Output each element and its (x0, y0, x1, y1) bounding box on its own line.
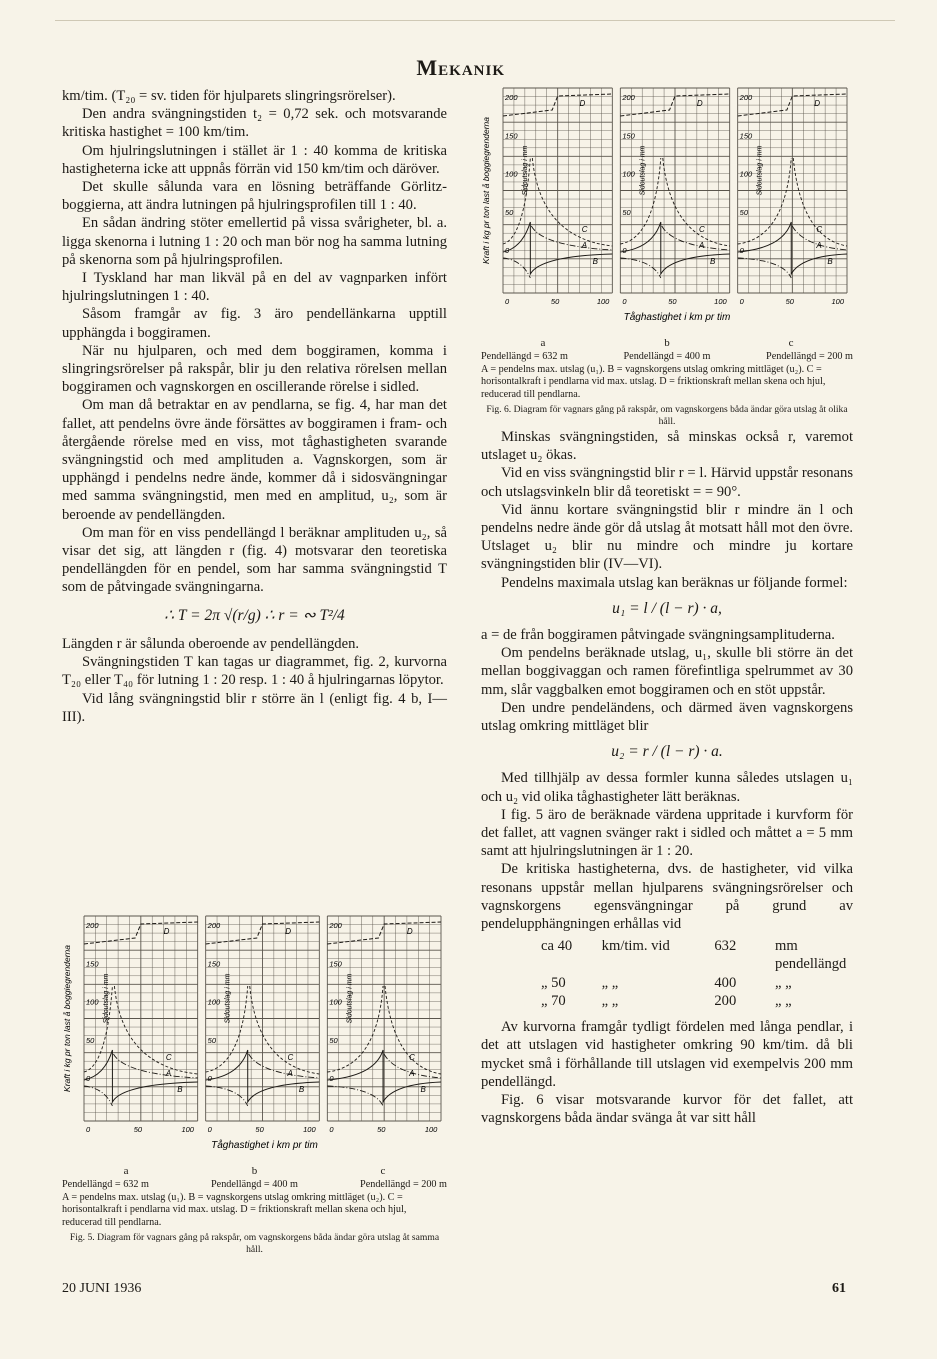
table-cell: „ „ (601, 974, 619, 991)
x-tick-label: 0 (739, 297, 744, 306)
table-row (541, 937, 853, 973)
x-tick-label: 50 (668, 297, 677, 306)
y-axis-label: Kraft i kg pr ton last å boggiegrenderna (62, 945, 72, 1092)
table-row (541, 992, 853, 1010)
curve-letter: B (420, 1085, 426, 1094)
caption-length: Pendellängd = 200 m (766, 351, 853, 362)
critical-speed-table (541, 937, 853, 1010)
paragraph: Av kurvorna framgår tydligt fördelen med långa pendlar, i det att utslagen vid hastigheter omkring 90 km/tim. då bli mycket små i förhållande till utslagen vid exempelvis 200 mm pendellängd. (481, 1019, 853, 1090)
curve-letter: D (814, 99, 820, 108)
curve-letter: D (696, 99, 703, 108)
paragraph: De kritiska hastigheterna, dvs. de hastigheter, vid vilka resonans uppstår mellan hjulparens svängningsrörelser och vagnskorgens egensvängningar på grund av pendelupphängningen erhållas vid (481, 861, 853, 933)
x-tick-label: 50 (377, 1125, 386, 1134)
figure-title: Fig. 6. Diagram för vagnars gång på rakspår, om vagnskorgens båda ändar göra utslag åt olika håll. (486, 404, 848, 428)
y-tick-label: 0 (207, 1074, 212, 1083)
inner-axis-label: Sidoutslag i mm (224, 973, 232, 1024)
paragraph: Längden r är sålunda oberoende av pendellängden. (62, 635, 360, 652)
curve-letter: D (579, 99, 586, 108)
caption-length: Pendellängd = 632 m (481, 351, 568, 362)
curve-letter: A (287, 1069, 293, 1078)
y-tick-label: 200 (207, 921, 221, 930)
curve-letter: B (709, 257, 716, 266)
table-cell: „ „ (601, 992, 619, 1009)
panel-label: a (123, 1165, 129, 1177)
formula-u2: u₂ = r / (l − r) · a. (611, 743, 723, 761)
y-tick-label: 50 (86, 1035, 95, 1045)
curve-letter: B (592, 257, 598, 266)
panel-labels (481, 337, 853, 349)
page-number: 61 (832, 1281, 846, 1296)
paragraph: a = de från boggiramen påtvingade svängningsamplituderna. (481, 627, 835, 644)
y-tick-label: 50 (505, 207, 514, 217)
figure-6 (481, 80, 853, 428)
section-title: Mekanik (416, 55, 505, 80)
paragraph: Om pendelns beräknade utslag, u₁, skulle bli större än det mellan boggivaggan och ramen förefintliga spelrummet av 30 mm, slår vaggbalken emot boggiramen och en stöt uppstår. (481, 645, 853, 698)
figure-title: Fig. 5. Diagram för vagnars gång på rakspår, om vagnskorgens båda ändar göra utslag åt samma håll. (69, 1232, 440, 1256)
paragraph: Fig. 6 visar motsvarande kurvor för det fallet, att vagnskorgens båda ändar svänga åt var sitt håll (481, 1091, 853, 1127)
y-tick-label: 150 (329, 959, 342, 969)
y-tick-label: 100 (207, 997, 221, 1007)
y-tick-label: 100 (739, 169, 753, 179)
figure-5-diagram (62, 908, 447, 1158)
footer-date: 20 JUNI 1936 (62, 1281, 142, 1296)
table-cell: km/tim. vid (601, 938, 670, 955)
x-tick-label: 0 (207, 1125, 212, 1134)
paragraph: Den andra svängningstiden t₂ = 0,72 sek. och motsvarande kritiska hastighet = 100 km/tim. (62, 106, 447, 141)
y-tick-label: 50 (739, 207, 749, 217)
diagram-panel (620, 88, 729, 306)
panel-labels (62, 1165, 447, 1177)
caption-legend: A = pendelns max. utslag (u₁). B = vagnskorgens utslag omkring mittläget (u₂). C = horisontalkraft i pendlarna vid max. utslag. D = friktionskraft mellan skena och hjul, reducerad till pendlarna. (481, 363, 826, 400)
y-tick-label: 200 (86, 921, 99, 930)
curve-letter: A (699, 241, 705, 250)
curve-letter: A (581, 241, 588, 250)
y-tick-label: 150 (622, 131, 635, 141)
curve-letter: C (581, 225, 588, 234)
right-column (481, 428, 853, 1127)
paragraph: Om hjulringslutningen i stället är 1 : 40 komma de kritiska hastigheterna icke att uppnås förrän vid 150 km/tim och däröver. (62, 142, 447, 177)
x-tick-label: 50 (550, 297, 560, 306)
paragraph: Det skulle sålunda vara en lösning beträffande Görlitz-boggierna, att ändra lutningen på hjulringsprofilen till 1 : 40. (62, 179, 447, 214)
x-tick-label: 0 (86, 1125, 91, 1134)
inner-axis-label: Sidoutslag i mm (346, 973, 354, 1024)
equation-period: ∴ T = 2π √(r/g) ∴ r = ∾ T²/4 (164, 606, 345, 624)
y-tick-label: 200 (739, 93, 753, 102)
diagram-panel (206, 916, 320, 1134)
paragraph: Svängningstiden T kan tagas ur diagrammet, fig. 2, kurvorna T₂₀ eller T₄₀ för lutning 1 : 20 resp. 1 : 40 å hjulringarnas löpytor. (62, 654, 447, 689)
caption-length: Pendellängd = 632 m (62, 1179, 149, 1190)
panel-label: b (664, 337, 670, 349)
paragraph: Vid ännu kortare svängningstid blir r mindre än l och pendelns nedre ände gör då utslag åt motsatt håll mot den övre. Utslaget u₂ blir nu mindre och mindre ju kortare svängningstiden blir (IV—VI). (481, 501, 853, 573)
paragraph: Om man för en viss pendellängd l beräknar amplituden u₂, så visar det sig, att längden r (fig. 4) motsvarar den teoretiska pendellängden för en pendel, som har samma svängningstid T som de påtvingade svängningarna. (62, 524, 447, 596)
x-tick-label: 0 (329, 1125, 334, 1134)
table-cell: „ „ (775, 992, 792, 1009)
x-tick-label: 100 (303, 1125, 316, 1134)
y-tick-label: 150 (505, 131, 518, 141)
diagram-panel (738, 88, 847, 306)
table-cell: „ 70 (541, 992, 566, 1009)
curve-letter: C (165, 1053, 172, 1062)
curve-letter: A (409, 1069, 415, 1078)
curve-letter: A (165, 1069, 172, 1078)
x-tick-label: 50 (785, 297, 794, 306)
paragraph: Såsom framgår av fig. 3 äro pendellänkarna upptill upphängda i boggiramen. (62, 306, 447, 341)
x-tick-label: 0 (622, 297, 627, 306)
curve-letter: D (285, 927, 292, 936)
y-tick-label: 150 (207, 959, 221, 969)
inner-axis-label: Sidoutslag i mm (639, 145, 647, 196)
y-tick-label: 0 (739, 246, 744, 255)
y-tick-label: 50 (207, 1035, 217, 1045)
paragraph: Minskas svängningstiden, så minskas också r, varemot utslaget u₂ ökas. (481, 429, 853, 464)
x-tick-label: 0 (505, 297, 510, 306)
y-tick-label: 200 (329, 921, 342, 930)
caption-legend: A = pendelns max. utslag (u₁). B = vagnskorgens utslag omkring mittläget (u₂). C = horisontalkraft i pendlarna vid max. utslag. D = friktionskraft mellan skena och hjul, reducerad till pendlarna. (62, 1191, 407, 1228)
paragraph: Den undre pendeländens, och därmed även vagnskorgens utslag omkring mittläget blir (481, 699, 853, 735)
paragraph: En sådan ändring stöter emellertid på vissa svårigheter, bl. a. ligga skenorna i lutning 1 : 20 och man bör nog ha samma lutning på skenorna som på hjulringsprofilen. (62, 215, 447, 268)
x-tick-label: 100 (831, 297, 845, 306)
caption-length: Pendellängd = 200 m (360, 1179, 447, 1190)
table-cell: „ 50 (541, 974, 566, 991)
y-tick-label: 0 (329, 1074, 334, 1083)
x-tick-label: 50 (255, 1125, 264, 1134)
panel-label: b (251, 1165, 258, 1177)
inner-axis-label: Sidoutslag i mm (103, 973, 110, 1024)
x-tick-label: 100 (424, 1125, 438, 1134)
figure-caption (481, 351, 853, 401)
x-axis-label: Tåghastighet i km pr tim (211, 1140, 318, 1151)
y-tick-label: 0 (86, 1074, 91, 1083)
table-cell: „ „ (775, 974, 792, 991)
x-tick-label: 100 (181, 1125, 194, 1134)
panel-label: c (380, 1165, 386, 1177)
inner-axis-label: Sidoutslag i mm (522, 145, 529, 196)
left-column (62, 87, 447, 726)
y-axis-label: Kraft i kg pr ton last å boggiegrenderna (481, 117, 491, 264)
y-tick-label: 200 (622, 93, 635, 102)
x-axis-label: Tåghastighet i km pr tim (623, 312, 731, 323)
curve-letter: C (409, 1053, 415, 1062)
table-cell: 400 (714, 974, 737, 991)
panel-label: a (540, 337, 546, 349)
curve-letter: A (816, 241, 822, 250)
paragraph: km/tim. (T₂₀ = sv. tiden för hjulparets slingringsrörelser). (62, 88, 396, 104)
figure-5 (62, 908, 447, 1258)
caption-length: Pendellängd = 400 m (623, 351, 711, 362)
figure-caption (62, 1179, 447, 1229)
paragraph: Om man då betraktar en av pendlarna, se fig. 4, har man det fallet, att pendelns övre ände försättes av boggiramen i fram- och återgående rörelse med en viss, mot tåghastigheten svarande svängningstid och med amplituden a. Vagnskorgen, som är upphängd i pendelns nedre ände, kommer då i sidosvängningar med samma svängningstid, men med en amplitud, u₂, som är beroende av pendellängden. (62, 397, 447, 523)
y-tick-label: 0 (505, 246, 510, 255)
paragraph: I Tyskland har man likväl på en del av vagnparken infört hjulringslutningen 1 : 40. (62, 270, 447, 305)
formula-u1: u₁ = l / (l − r) · a, (612, 599, 722, 617)
curve-letter: B (298, 1085, 305, 1094)
paragraph: Vid en viss svängningstid blir r = l. Härvid uppstår resonans och utslagsvinkeln blir då teoretiskt = = 90°. (481, 465, 853, 500)
table-cell: 200 (714, 992, 737, 1009)
x-tick-label: 100 (596, 297, 610, 306)
table-cell: ca 40 (541, 938, 573, 955)
x-tick-label: 50 (133, 1125, 143, 1134)
curve-letter: B (177, 1085, 183, 1094)
caption-length: Pendellängd = 400 m (211, 1179, 298, 1190)
inner-axis-label: Sidoutslag i mm (756, 145, 764, 196)
paragraph: I fig. 5 äro de beräknade värdena uppritade i kurvform för det fallet, att vagnen svänger rakt i sidled och måttet a = 5 mm samt att hjulringslutningen är 1 : 20. (481, 806, 853, 860)
paragraph: Med tillhjälp av dessa formler kunna således utslagen u₁ och u₂ vid olika tåghastigheter lätt beräknas. (481, 770, 853, 805)
table-row (541, 974, 853, 992)
paragraph: Vid lång svängningstid blir r större än l (enligt fig. 4 b, I—III). (62, 690, 447, 725)
y-tick-label: 50 (622, 207, 631, 217)
diagram-panel (503, 88, 612, 306)
y-tick-label: 0 (622, 246, 627, 255)
y-tick-label: 200 (505, 93, 518, 102)
curve-letter: B (827, 257, 833, 266)
curve-letter: C (287, 1053, 294, 1062)
y-tick-label: 50 (329, 1035, 338, 1045)
curve-letter: C (699, 225, 705, 234)
curve-letter: D (406, 927, 413, 936)
y-tick-label: 100 (622, 169, 635, 179)
y-tick-label: 100 (505, 169, 518, 179)
diagram-panel (327, 916, 441, 1134)
figure-6-diagram (481, 80, 853, 330)
table-cell: 632 (714, 938, 737, 955)
y-tick-label: 150 (86, 959, 99, 969)
curve-letter: C (816, 225, 823, 234)
y-tick-label: 100 (86, 997, 99, 1007)
curve-letter: D (163, 927, 170, 936)
panel-label: c (788, 337, 794, 349)
y-tick-label: 150 (739, 131, 753, 141)
paragraph: Pendelns maximala utslag kan beräknas ur följande formel: (501, 574, 848, 591)
y-tick-label: 100 (329, 997, 342, 1007)
x-tick-label: 100 (714, 297, 727, 306)
top-rule (55, 20, 895, 21)
paragraph: När nu hjulparen, och med dem boggiramen, komma i slingringsrörelser på rakspår, blir ju den relativa rörelsen mellan boggiramen och vagnskorgen en oscillerande rörelse i sidled. (62, 342, 447, 396)
table-cell: mm pendellängd (775, 938, 847, 973)
diagram-panel (84, 916, 198, 1134)
